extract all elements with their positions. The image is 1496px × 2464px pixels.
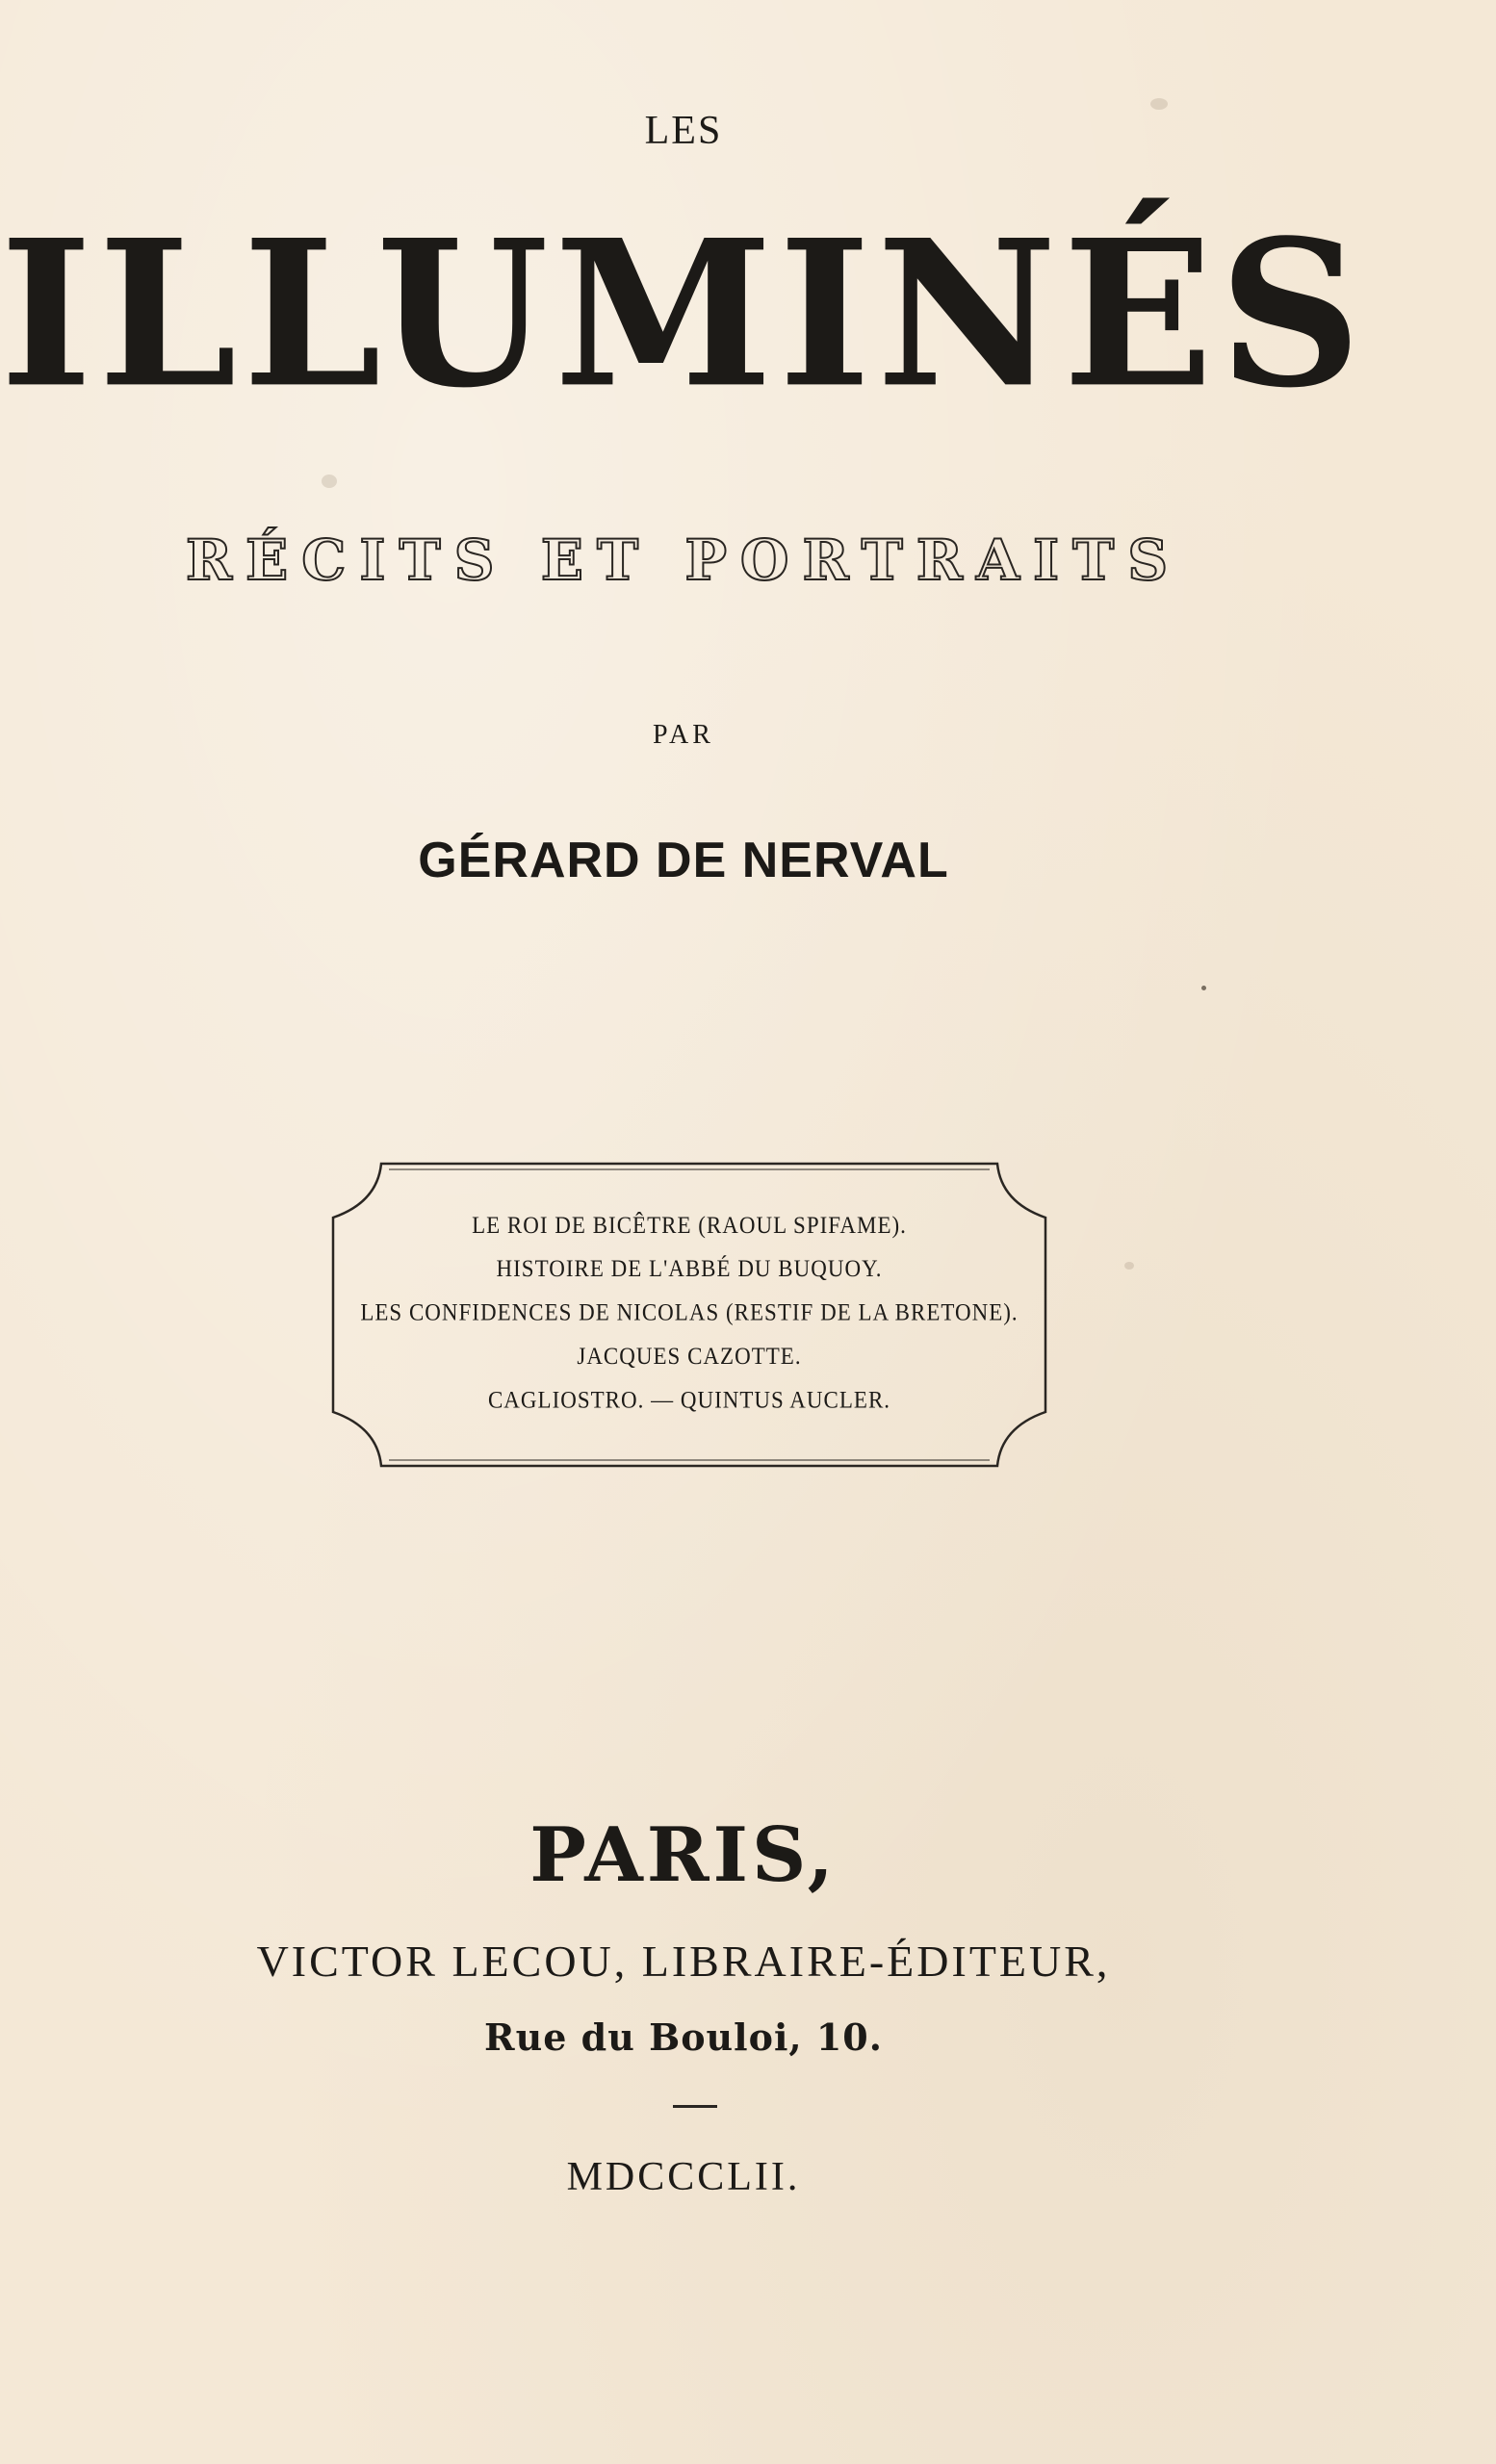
contents-list (331, 1204, 1047, 1423)
imprint-publisher: VICTOR LECOU, LIBRAIRE-ÉDITEUR, (256, 1937, 1111, 1986)
imprint-date: MDCCCLII. (566, 2155, 801, 2199)
paper-speck (1124, 1262, 1134, 1270)
author-name: GÉRARD DE NERVAL (418, 833, 949, 888)
imprint-city: PARIS, (529, 1811, 838, 1899)
paper-speck (1201, 986, 1206, 990)
book-title: ILLUMINÉS (0, 196, 1368, 433)
contents-item: LES CONFIDENCES DE NICOLAS (RESTIF DE LA BRETONE). (360, 1298, 1019, 1325)
title-kicker: LES (644, 109, 723, 153)
imprint-address: Rue du Bouloi, 10. (484, 2015, 883, 2059)
paper-speck (322, 475, 337, 488)
book-subtitle: RÉCITS ET PORTRAITS (185, 527, 1182, 593)
contents-item: LE ROI DE BICÊTRE (RAOUL SPIFAME). (472, 1212, 907, 1239)
contents-item: CAGLIOSTRO. — QUINTUS AUCLER. (487, 1386, 891, 1413)
contents-item: JACQUES CAZOTTE. (577, 1343, 802, 1370)
imprint-rule (673, 2105, 717, 2108)
contents-item: HISTOIRE DE L'ABBÉ DU BUQUOY. (496, 1255, 883, 1282)
contents-cartouche (331, 1162, 1047, 1468)
by-label: PAR (653, 720, 714, 750)
